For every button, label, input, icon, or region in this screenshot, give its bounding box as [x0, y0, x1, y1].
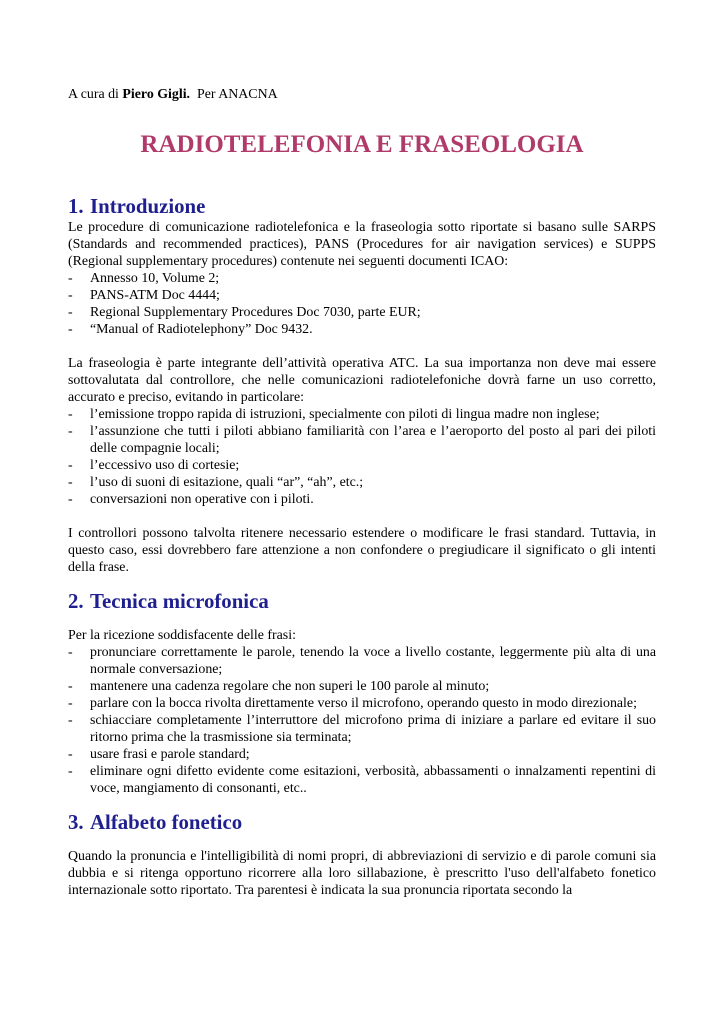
dash-bullet: - — [68, 305, 73, 320]
list-item: - l’uso di suoni di esitazione, quali “ar”, “ah”, etc.; — [68, 475, 364, 490]
dash-bullet: - — [68, 322, 73, 337]
dash-bullet: - — [68, 764, 73, 779]
paragraph: Le procedure di comunicazione radiotelefonica e la fraseologia sotto riportate si basano sulle SARPS (Standards and recommended practices), PANS (Procedures for air navigation services) e SUPPS (Regional supplementary procedures) contenute nei seguenti documenti ICAO: — [68, 220, 656, 269]
dash-bullet: - — [68, 747, 73, 762]
section-title: Introduzione — [90, 194, 206, 218]
dash-bullet: - — [68, 713, 73, 728]
byline — [68, 86, 656, 103]
dash-bullet: - — [68, 407, 73, 422]
list-item: - usare frasi e parole standard; — [68, 747, 250, 762]
dash-bullet: - — [68, 696, 73, 711]
dash-bullet: - — [68, 679, 73, 694]
paragraph: La fraseologia è parte integrante dell’attività operativa ATC. La sua importanza non deve mai essere sottovalutata dal controllore, che nelle comunicazioni radiotelefoniche dovrà farne un uso corretto, accurato e preciso, evitando in particolare: — [68, 356, 656, 405]
byline-author: Piero Gigli. — [122, 87, 191, 102]
byline-prefix: A cura di — [68, 87, 123, 102]
dash-bullet: - — [68, 288, 73, 303]
list-item: - conversazioni non operative con i piloti. — [68, 492, 314, 507]
dash-bullet: - — [68, 424, 73, 439]
dash-bullet: - — [68, 645, 73, 660]
dash-bullet: - — [68, 458, 73, 473]
dash-bullet: - — [68, 475, 73, 490]
reference-list — [68, 270, 656, 338]
section-number: 2. — [68, 589, 84, 613]
list-item: - PANS-ATM Doc 4444; — [68, 288, 220, 303]
list-item: - schiacciare completamente l’interruttore del microfono prima di iniziare a parlare ed evitare il suo ritorno prima che la trasmissione sia terminata; — [68, 713, 656, 745]
byline-suffix: Per ANACNA — [190, 87, 278, 102]
list-item: - l’assunzione che tutti i piloti abbiano familiarità con l’area e l’aeroporto del posto al pari dei piloti delle compagnie locali; — [68, 424, 656, 456]
dash-bullet: - — [68, 271, 73, 286]
paragraph: Per la ricezione soddisfacente delle frasi: — [68, 628, 296, 643]
list-item: - Annesso 10, Volume 2; — [68, 271, 220, 286]
section-number: 3. — [68, 810, 84, 834]
section-number: 1. — [68, 194, 84, 218]
technique-list — [68, 644, 656, 797]
list-item: - l’emissione troppo rapida di istruzioni, specialmente con piloti di lingua madre non inglese; — [68, 407, 600, 422]
paragraph: Quando la pronuncia e l'intelligibilità di nomi propri, di abbreviazioni di servizio e di parole comuni sia dubbia e si ritenga opportuno ricorrere alla loro sillabazione, è prescritto l'uso dell'alfabeto fonetico internazionale sotto riportato. Tra parentesi è indicata la sua pronuncia riportata secondo la — [68, 849, 656, 898]
section-heading-tecnica-microfonica — [68, 589, 656, 613]
list-item: - “Manual of Radiotelephony” Doc 9432. — [68, 322, 313, 337]
list-item: - eliminare ogni difetto evidente come esitazioni, verbosità, abbassamenti o innalzamenti repentini di voce, mangiamento di consonanti, etc.. — [68, 764, 656, 796]
dash-bullet: - — [68, 492, 73, 507]
list-item: - mantenere una cadenza regolare che non superi le 100 parole al minuto; — [68, 679, 490, 694]
section-title: Alfabeto fonetico — [90, 810, 243, 834]
section-heading-introduzione — [68, 194, 656, 218]
document-title: RADIOTELEFONIA E FRASEOLOGIA — [140, 131, 584, 158]
section-heading-alfabeto-fonetico — [68, 810, 656, 834]
list-item: - l’eccessivo uso di cortesie; — [68, 458, 240, 473]
list-item: - pronunciare correttamente le parole, tenendo la voce a livello costante, leggermente più alta di una normale conversazione; — [68, 645, 656, 677]
list-item: - parlare con la bocca rivolta direttamente verso il microfono, operando questo in modo direzionale; — [68, 696, 637, 711]
section-title: Tecnica microfonica — [90, 589, 269, 613]
avoid-list — [68, 406, 656, 508]
paragraph: I controllori possono talvolta ritenere necessario estendere o modificare le frasi standard. Tuttavia, in questo caso, essi dovrebbero fare attenzione a non confondere o pregiudicare il significato o gli intenti della frase. — [68, 526, 656, 575]
list-item: - Regional Supplementary Procedures Doc 7030, parte EUR; — [68, 305, 421, 320]
